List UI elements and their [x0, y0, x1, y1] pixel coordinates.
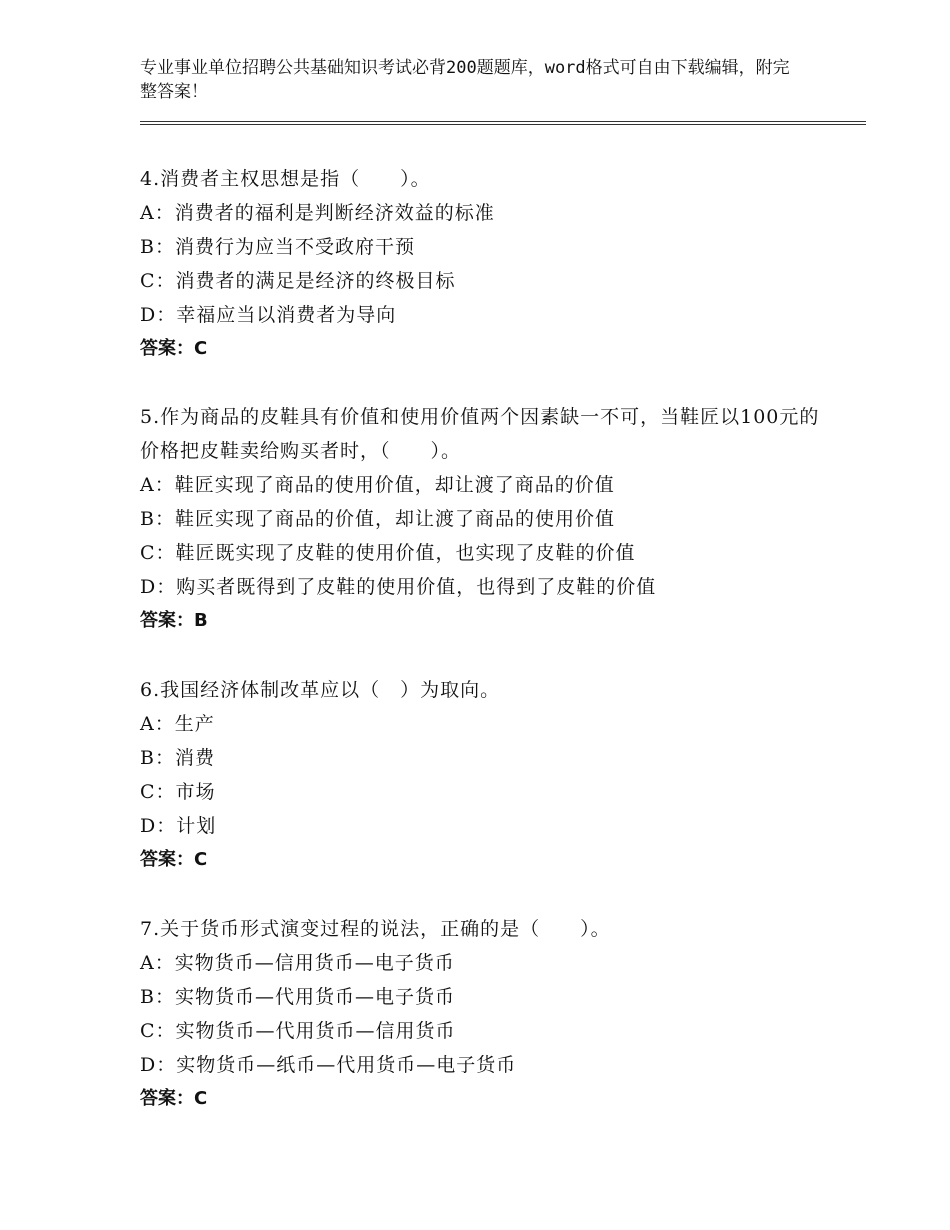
question-5 [140, 400, 820, 638]
answer-text: 答案：C [140, 338, 208, 359]
option-a: A：鞋匠实现了商品的使用价值，却让渡了商品的价值 [140, 474, 615, 496]
question-4 [140, 162, 820, 366]
option-c: C：消费者的满足是经济的终极目标 [140, 270, 456, 292]
option-a: A：消费者的福利是判断经济效益的标准 [140, 202, 495, 224]
question-stem: 6.我国经济体制改革应以（ ）为取向。 [140, 679, 501, 701]
option-c: C：实物货币—代用货币—信用货币 [140, 1020, 456, 1042]
option-d: D：购买者既得到了皮鞋的使用价值，也得到了皮鞋的价值 [140, 576, 657, 598]
answer-text: 答案：C [140, 849, 208, 870]
option-d: D：幸福应当以消费者为导向 [140, 304, 397, 326]
option-b: B：消费行为应当不受政府干预 [140, 236, 415, 258]
option-c: C：市场 [140, 781, 216, 803]
question-stem: 7.关于货币形式演变过程的说法，正确的是（ ）。 [140, 918, 611, 940]
option-c: C：鞋匠既实现了皮鞋的使用价值，也实现了皮鞋的价值 [140, 542, 636, 564]
question-7 [140, 912, 820, 1116]
answer-text: 答案：C [140, 1088, 208, 1109]
option-b: B：实物货币—代用货币—电子货币 [140, 986, 455, 1008]
option-a: A：生产 [140, 713, 215, 735]
option-a: A：实物货币—信用货币—电子货币 [140, 952, 455, 974]
header-text: 专业事业单位招聘公共基础知识考试必背200题题库，word格式可自由下载编辑，附完整答案！ [140, 58, 790, 102]
option-d: D：计划 [140, 815, 217, 837]
answer-text: 答案：B [140, 610, 208, 631]
document-header [140, 56, 800, 104]
question-6 [140, 673, 820, 877]
question-stem: 5.作为商品的皮鞋具有价值和使用价值两个因素缺一不可，当鞋匠以100元的价格把皮鞋卖给购买者时，（ ）。 [140, 406, 820, 462]
header-divider [140, 121, 866, 125]
option-b: B：鞋匠实现了商品的价值，却让渡了商品的使用价值 [140, 508, 615, 530]
question-stem: 4.消费者主权思想是指（ ）。 [140, 168, 431, 190]
option-d: D：实物货币—纸币—代用货币—电子货币 [140, 1054, 517, 1076]
option-b: B：消费 [140, 747, 215, 769]
